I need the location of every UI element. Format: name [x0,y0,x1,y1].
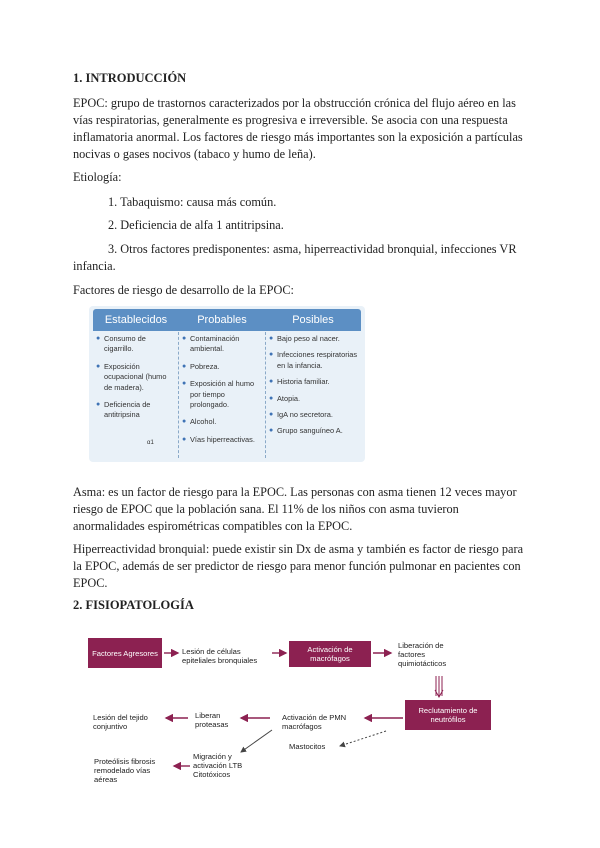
list-item: ● Bajo peso al nacer. [269,334,340,343]
list-item: ● Infecciones respiratorias en la infancia. [269,350,358,370]
header-probable: Probables [197,314,247,326]
list-item: ● Pobreza. [182,361,220,371]
list-item: ● Deficiencia de antitripsina [96,400,151,420]
box-activacion-macrofagos: Activación de macrófagos [289,641,371,667]
bullet-icon: ● [182,362,187,370]
section-heading-introduccion: 1. INTRODUCCIÓN [73,71,187,85]
header-established: Establecidos [104,314,168,326]
bullet-icon: ● [96,335,101,342]
bullet-icon: ● [182,435,187,443]
label-mastocitos: Mastocitos [289,742,326,751]
list-item: ● Grupo sanguíneo A. [269,426,343,436]
label-lesion-tejido: Lesión del tejido conjuntivo [93,713,148,731]
list-item: ● Alcohol. [182,417,217,427]
etiology-item: 1. Tabaquismo: causa más común. [108,195,277,209]
arrow [435,676,443,697]
asthma-paragraph: Asma: es un factor de riesgo para la EPOC. Las personas con asma tienen 12 veces mayor riesgo de EPOC que la población sana. El 11% de los niños con asma tuvieron anormalidades espirométricas compatibles con la EPOC. [73,485,517,533]
header-possible: Posibles [292,314,334,326]
epoc-definition: EPOC: grupo de trastornos caracterizados por la obstrucción crónica del flujo aéreo en las vías respiratorias, generalmente es progresiva e irreversible. Se asocia con una respuesta inflamatoria anormal. Los factores de riesgo más importantes son la exposición a partículas nocivas o gases nocivos (tabaco y humo de leña). [73,96,523,161]
list-item: ● Consumo de cigarrillo. [96,334,146,354]
label-lesion-celulas: Lesión de células epiteliales bronquiales [182,647,258,665]
label-liberan-proteasas: Liberan proteasas [195,711,229,729]
etiology-item: 3. Otros factores predisponentes: asma, hiperreactividad bronquial, infecciones VR infancia. [73,242,517,273]
list-item: ● Exposición ocupacional (humo de madera). [96,361,167,392]
hyperreactivity-paragraph: Hiperreactividad bronquial: puede existir sin Dx de asma y también es factor de riesgo para la EPOC, además de ser predictor de riesgo para menor función pulmonar en pacientes con EPOC. [73,542,524,590]
bullet-icon: ● [182,335,187,342]
etiology-label: Etiología: [73,170,122,184]
label-liberacion-factores: Liberación de factores quimiotácticos [398,641,447,668]
bullet-icon: ● [269,411,274,419]
bullet-icon: ● [269,335,274,342]
section-heading-fisiopatologia: 2. FISIOPATOLOGÍA [73,598,194,612]
column-divider [178,332,179,458]
list-item: ● Exposición al humo por tiempo prolongado. [182,379,255,410]
arrow [340,731,386,746]
column-divider [265,332,266,458]
alpha1-superscript: α1 [147,440,154,446]
arrow [241,730,272,752]
bullet-icon: ● [182,380,187,388]
label-proteolisis-fibrosis: Proteólisis fibrosis remodelado vías aéreas [94,757,156,784]
column-established [95,334,175,458]
table-header [93,309,361,331]
label-activacion-pmn: Activación de PMN macrófagos [282,713,347,731]
risk-factors-label: Factores de riesgo de desarrollo de la EPOC: [73,283,294,297]
bullet-icon: ● [182,418,187,426]
list-item: ● Historia familiar. [269,377,330,387]
bullet-icon: ● [96,401,101,409]
column-possible [268,334,358,458]
list-item: ● Vías hiperreactivas. [182,434,255,444]
list-item: ● IgA no secretora. [269,410,333,420]
list-item: ● Atopia. [269,393,301,403]
bullet-icon: ● [269,394,274,402]
bullet-icon: ● [96,362,101,370]
box-factores-agresores: Factores Agresores [88,638,162,668]
bullet-icon: ● [269,427,274,435]
risk-factors-table [89,306,365,462]
label-migracion-activacion: Migración y activación LTB Citotóxicos [193,752,243,779]
list-item: ● Contaminación ambiental. [182,334,240,354]
bullet-icon: ● [269,378,274,386]
box-reclutamiento-neutrofilos: Reclutamiento de neutrófilos [405,700,491,730]
bullet-icon: ● [269,351,274,359]
column-probable [181,334,263,458]
etiology-item: 2. Deficiencia de alfa 1 antitripsina. [108,218,284,232]
